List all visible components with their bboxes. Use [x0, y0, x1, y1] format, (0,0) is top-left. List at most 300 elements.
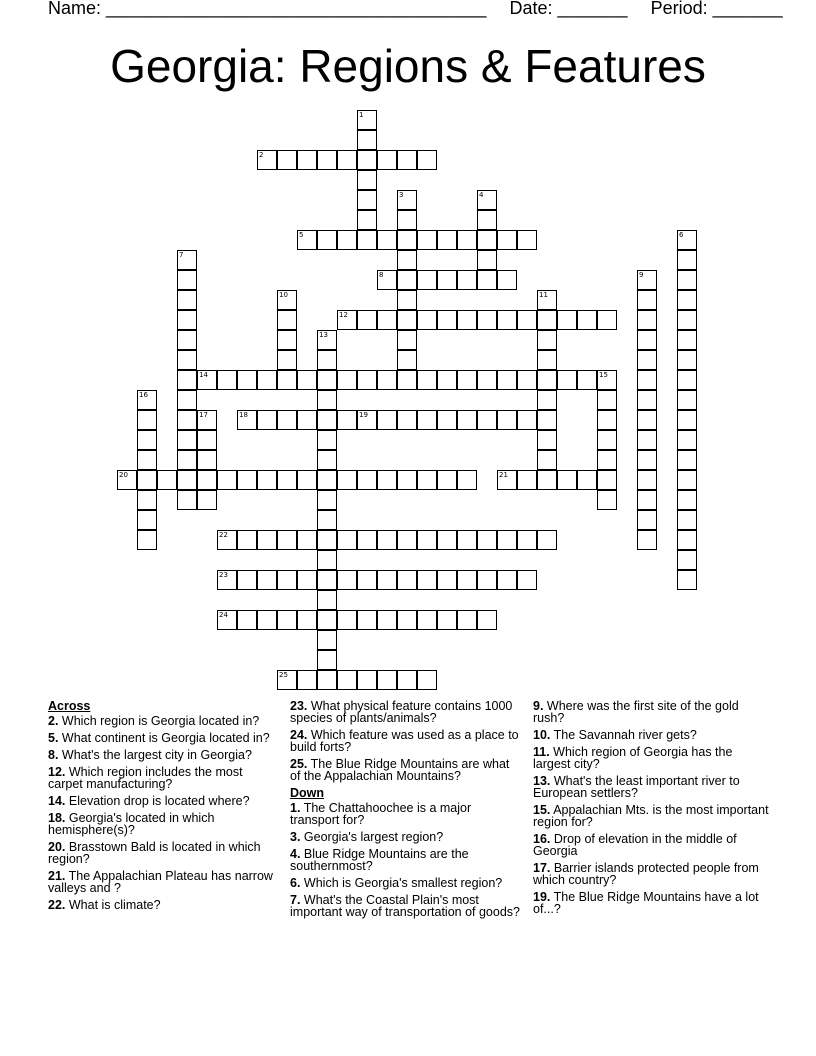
grid-cell[interactable]	[177, 410, 197, 430]
grid-cell[interactable]	[397, 330, 417, 350]
grid-cell[interactable]	[437, 310, 457, 330]
grid-cell[interactable]	[317, 430, 337, 450]
grid-cell[interactable]	[317, 590, 337, 610]
grid-cell[interactable]	[677, 570, 697, 590]
grid-cell[interactable]	[637, 410, 657, 430]
grid-cell[interactable]	[577, 470, 597, 490]
grid-cell[interactable]	[397, 150, 417, 170]
grid-cell[interactable]	[477, 250, 497, 270]
grid-cell[interactable]	[637, 510, 657, 530]
grid-cell[interactable]	[537, 370, 557, 390]
clue-number: 6	[679, 231, 684, 239]
grid-cell[interactable]	[457, 310, 477, 330]
clue-across: 23. What physical feature contains 1000 species of plants/animals?	[290, 699, 513, 725]
grid-cell[interactable]	[257, 530, 277, 550]
clue-down: 15. Appalachian Mts. is the most important region for?	[533, 803, 769, 829]
grid-cell[interactable]	[397, 210, 417, 230]
clue-across: 12. Which region includes the most carpet manufacturing?	[48, 765, 243, 791]
grid-cell[interactable]	[597, 450, 617, 470]
grid-cell[interactable]	[437, 530, 457, 550]
grid-cell[interactable]	[357, 170, 377, 190]
grid-cell[interactable]	[437, 470, 457, 490]
grid-cell[interactable]	[417, 670, 437, 690]
grid-cell[interactable]	[197, 430, 217, 450]
grid-cell[interactable]	[537, 450, 557, 470]
grid-cell[interactable]	[417, 370, 437, 390]
grid-cell[interactable]	[177, 310, 197, 330]
grid-cell[interactable]	[177, 490, 197, 510]
grid-cell[interactable]	[317, 510, 337, 530]
grid-cell[interactable]	[357, 370, 377, 390]
grid-cell[interactable]	[497, 470, 517, 490]
grid-cell[interactable]	[477, 570, 497, 590]
grid-cell[interactable]	[117, 470, 137, 490]
grid-cell[interactable]	[277, 370, 297, 390]
grid-cell[interactable]	[277, 350, 297, 370]
grid-cell[interactable]	[317, 610, 337, 630]
clue-number: 1	[359, 111, 364, 119]
across-heading: Across	[48, 699, 91, 713]
grid-cell[interactable]	[357, 310, 377, 330]
grid-cell[interactable]	[497, 270, 517, 290]
grid-cell[interactable]	[177, 430, 197, 450]
grid-cell[interactable]	[397, 250, 417, 270]
grid-cell[interactable]	[237, 610, 257, 630]
grid-cell[interactable]	[257, 470, 277, 490]
grid-cell[interactable]	[357, 190, 377, 210]
grid-cell[interactable]	[337, 470, 357, 490]
grid-cell[interactable]	[317, 670, 337, 690]
clue-number: 24	[219, 611, 228, 619]
grid-cell[interactable]	[377, 610, 397, 630]
clue-number: 5	[299, 231, 304, 239]
grid-cell[interactable]	[537, 470, 557, 490]
grid-cell[interactable]	[437, 370, 457, 390]
grid-cell[interactable]	[677, 490, 697, 510]
grid-cell[interactable]	[477, 410, 497, 430]
grid-cell[interactable]	[557, 370, 577, 390]
name-field[interactable]: Name: ______________________________________	[48, 0, 487, 18]
grid-cell[interactable]	[297, 670, 317, 690]
grid-cell[interactable]	[137, 390, 157, 410]
grid-cell[interactable]	[397, 290, 417, 310]
grid-cell[interactable]	[677, 330, 697, 350]
grid-cell[interactable]	[377, 570, 397, 590]
grid-cell[interactable]	[317, 650, 337, 670]
grid-cell[interactable]	[177, 450, 197, 470]
grid-cell[interactable]	[497, 410, 517, 430]
grid-cell[interactable]	[397, 570, 417, 590]
grid-cell[interactable]	[477, 370, 497, 390]
grid-cell[interactable]	[277, 530, 297, 550]
grid-cell[interactable]	[597, 410, 617, 430]
grid-cell[interactable]	[497, 570, 517, 590]
grid-cell[interactable]	[457, 410, 477, 430]
grid-cell[interactable]	[257, 370, 277, 390]
grid-cell[interactable]	[417, 530, 437, 550]
grid-cell[interactable]	[337, 670, 357, 690]
clue-number: 19	[359, 411, 368, 419]
grid-cell[interactable]	[677, 230, 697, 250]
clue-down: 7. What's the Coastal Plain's most important way of transportation of goods?	[290, 893, 520, 919]
grid-cell[interactable]	[677, 530, 697, 550]
grid-cell[interactable]	[137, 430, 157, 450]
grid-cell[interactable]	[197, 470, 217, 490]
grid-cell[interactable]	[357, 210, 377, 230]
grid-cell[interactable]	[517, 410, 537, 430]
grid-cell[interactable]	[437, 610, 457, 630]
clue-down: 4. Blue Ridge Mountains are the southernmost?	[290, 847, 469, 873]
grid-cell[interactable]	[197, 410, 217, 430]
grid-cell[interactable]	[557, 470, 577, 490]
grid-cell[interactable]	[357, 150, 377, 170]
grid-cell[interactable]	[637, 530, 657, 550]
grid-cell[interactable]	[417, 410, 437, 430]
grid-cell[interactable]	[357, 470, 377, 490]
grid-cell[interactable]	[477, 190, 497, 210]
clue-number: 23	[219, 571, 228, 579]
grid-cell[interactable]	[317, 490, 337, 510]
grid-cell[interactable]	[517, 530, 537, 550]
grid-cell[interactable]	[197, 450, 217, 470]
grid-cell[interactable]	[177, 290, 197, 310]
grid-cell[interactable]	[517, 370, 537, 390]
grid-cell[interactable]	[397, 310, 417, 330]
clue-number: 21	[499, 471, 508, 479]
grid-cell[interactable]	[317, 570, 337, 590]
grid-cell[interactable]	[457, 570, 477, 590]
grid-cell[interactable]	[277, 570, 297, 590]
grid-cell[interactable]	[317, 450, 337, 470]
grid-cell[interactable]	[477, 210, 497, 230]
grid-cell[interactable]	[397, 350, 417, 370]
grid-cell[interactable]	[157, 470, 177, 490]
clue-across: 21. The Appalachian Plateau has narrow valleys and ?	[48, 869, 273, 895]
grid-cell[interactable]	[537, 310, 557, 330]
grid-cell[interactable]	[277, 310, 297, 330]
grid-cell[interactable]	[177, 270, 197, 290]
grid-cell[interactable]	[417, 610, 437, 630]
grid-cell[interactable]	[637, 390, 657, 410]
grid-cell[interactable]	[577, 310, 597, 330]
grid-cell[interactable]	[397, 410, 417, 430]
grid-cell[interactable]	[397, 610, 417, 630]
grid-cell[interactable]	[397, 370, 417, 390]
grid-cell[interactable]	[397, 270, 417, 290]
grid-cell[interactable]	[637, 330, 657, 350]
grid-cell[interactable]	[337, 150, 357, 170]
grid-cell[interactable]	[637, 430, 657, 450]
grid-cell[interactable]	[677, 310, 697, 330]
clue-number: 4	[479, 191, 484, 199]
grid-cell[interactable]	[357, 230, 377, 250]
grid-cell[interactable]	[377, 470, 397, 490]
grid-cell[interactable]	[637, 470, 657, 490]
grid-cell[interactable]	[457, 610, 477, 630]
grid-cell[interactable]	[457, 530, 477, 550]
grid-cell[interactable]	[377, 530, 397, 550]
clue-number: 10	[279, 291, 288, 299]
grid-cell[interactable]	[317, 530, 337, 550]
grid-cell[interactable]	[317, 550, 337, 570]
grid-cell[interactable]	[637, 450, 657, 470]
grid-cell[interactable]	[537, 290, 557, 310]
grid-cell[interactable]	[457, 270, 477, 290]
clue-across: 8. What's the largest city in Georgia?	[48, 748, 252, 762]
grid-cell[interactable]	[417, 470, 437, 490]
grid-cell[interactable]	[337, 610, 357, 630]
down-heading: Down	[290, 786, 325, 800]
grid-cell[interactable]	[337, 310, 357, 330]
grid-cell[interactable]	[597, 490, 617, 510]
grid-cell[interactable]	[357, 410, 377, 430]
grid-cell[interactable]	[237, 370, 257, 390]
clues-column-3	[533, 700, 769, 920]
grid-cell[interactable]	[677, 470, 697, 490]
grid-cell[interactable]	[357, 530, 377, 550]
grid-cell[interactable]	[257, 150, 277, 170]
grid-cell[interactable]	[457, 470, 477, 490]
grid-cell[interactable]	[137, 410, 157, 430]
grid-cell[interactable]	[517, 470, 537, 490]
clue-down: 1. The Chattahoochee is a major transport for?	[290, 801, 472, 827]
grid-cell[interactable]	[637, 370, 657, 390]
grid-cell[interactable]	[437, 410, 457, 430]
period-field[interactable]: Period: _______	[650, 0, 783, 18]
grid-cell[interactable]	[177, 350, 197, 370]
grid-cell[interactable]	[677, 270, 697, 290]
clue-number: 14	[199, 371, 208, 379]
grid-cell[interactable]	[337, 410, 357, 430]
grid-cell[interactable]	[237, 570, 257, 590]
grid-cell[interactable]	[477, 610, 497, 630]
grid-cell[interactable]	[677, 250, 697, 270]
grid-cell[interactable]	[277, 410, 297, 430]
grid-cell[interactable]	[677, 550, 697, 570]
grid-cell[interactable]	[417, 150, 437, 170]
grid-cell[interactable]	[677, 370, 697, 390]
grid-cell[interactable]	[337, 370, 357, 390]
grid-cell[interactable]	[217, 370, 237, 390]
grid-cell[interactable]	[397, 230, 417, 250]
grid-cell[interactable]	[137, 450, 157, 470]
clue-number: 16	[139, 391, 148, 399]
grid-cell[interactable]	[177, 330, 197, 350]
grid-cell[interactable]	[577, 370, 597, 390]
clue-number: 15	[599, 371, 608, 379]
grid-cell[interactable]	[317, 470, 337, 490]
grid-cell[interactable]	[637, 290, 657, 310]
grid-cell[interactable]	[457, 230, 477, 250]
grid-cell[interactable]	[377, 670, 397, 690]
grid-cell[interactable]	[377, 410, 397, 430]
clues-column-1	[48, 700, 280, 916]
grid-cell[interactable]	[277, 610, 297, 630]
grid-cell[interactable]	[537, 430, 557, 450]
grid-cell[interactable]	[537, 350, 557, 370]
grid-cell[interactable]	[297, 410, 317, 430]
grid-cell[interactable]	[237, 470, 257, 490]
clue-number: 22	[219, 531, 228, 539]
grid-cell[interactable]	[337, 230, 357, 250]
grid-cell[interactable]	[477, 530, 497, 550]
grid-cell[interactable]	[597, 370, 617, 390]
grid-cell[interactable]	[637, 350, 657, 370]
grid-cell[interactable]	[137, 530, 157, 550]
grid-cell[interactable]	[557, 310, 577, 330]
grid-cell[interactable]	[677, 510, 697, 530]
grid-cell[interactable]	[277, 330, 297, 350]
grid-cell[interactable]	[177, 470, 197, 490]
grid-cell[interactable]	[317, 390, 337, 410]
grid-cell[interactable]	[217, 610, 237, 630]
clue-number: 18	[239, 411, 248, 419]
grid-cell[interactable]	[597, 310, 617, 330]
clue-across: 14. Elevation drop is located where?	[48, 794, 250, 808]
grid-cell[interactable]	[677, 410, 697, 430]
grid-cell[interactable]	[317, 330, 337, 350]
clue-down: 11. Which region of Georgia has the largest city?	[533, 745, 733, 771]
grid-cell[interactable]	[417, 230, 437, 250]
grid-cell[interactable]	[337, 570, 357, 590]
grid-cell[interactable]	[257, 610, 277, 630]
grid-cell[interactable]	[177, 390, 197, 410]
grid-cell[interactable]	[277, 290, 297, 310]
grid-cell[interactable]	[597, 390, 617, 410]
grid-cell[interactable]	[477, 230, 497, 250]
grid-cell[interactable]	[217, 530, 237, 550]
clue-number: 3	[399, 191, 404, 199]
grid-cell[interactable]	[457, 370, 477, 390]
grid-cell[interactable]	[377, 270, 397, 290]
clue-number: 20	[119, 471, 128, 479]
grid-cell[interactable]	[637, 490, 657, 510]
grid-cell[interactable]	[377, 370, 397, 390]
grid-cell[interactable]	[397, 670, 417, 690]
clue-number: 17	[199, 411, 208, 419]
grid-cell[interactable]	[177, 370, 197, 390]
grid-cell[interactable]	[377, 230, 397, 250]
clue-down: 6. Which is Georgia's smallest region?	[290, 876, 503, 890]
grid-cell[interactable]	[357, 110, 377, 130]
grid-cell[interactable]	[277, 670, 297, 690]
grid-cell[interactable]	[277, 150, 297, 170]
grid-cell[interactable]	[597, 470, 617, 490]
grid-cell[interactable]	[297, 150, 317, 170]
grid-cell[interactable]	[597, 430, 617, 450]
grid-cell[interactable]	[257, 570, 277, 590]
grid-cell[interactable]	[417, 310, 437, 330]
grid-cell[interactable]	[397, 470, 417, 490]
grid-cell[interactable]	[417, 270, 437, 290]
grid-cell[interactable]	[357, 130, 377, 150]
grid-cell[interactable]	[397, 190, 417, 210]
clue-across: 20. Brasstown Bald is located in which region?	[48, 840, 261, 866]
grid-cell[interactable]	[437, 270, 457, 290]
grid-cell[interactable]	[377, 150, 397, 170]
grid-cell[interactable]	[197, 490, 217, 510]
grid-cell[interactable]	[137, 470, 157, 490]
grid-cell[interactable]	[517, 570, 537, 590]
grid-cell[interactable]	[297, 370, 317, 390]
date-field[interactable]: Date: _______	[509, 0, 628, 18]
clue-down: 10. The Savannah river gets?	[533, 728, 697, 742]
grid-cell[interactable]	[637, 270, 657, 290]
grid-cell[interactable]	[537, 330, 557, 350]
grid-cell[interactable]	[137, 510, 157, 530]
clue-across: 5. What continent is Georgia located in?	[48, 731, 270, 745]
clue-number: 13	[319, 331, 328, 339]
grid-cell[interactable]	[297, 610, 317, 630]
grid-cell[interactable]	[517, 230, 537, 250]
grid-cell[interactable]	[537, 390, 557, 410]
grid-cell[interactable]	[497, 370, 517, 390]
grid-cell[interactable]	[437, 230, 457, 250]
grid-cell[interactable]	[297, 570, 317, 590]
grid-cell[interactable]	[497, 310, 517, 330]
clues-column-2	[290, 700, 522, 923]
clue-across: 2. Which region is Georgia located in?	[48, 714, 260, 728]
grid-cell[interactable]	[277, 470, 297, 490]
grid-cell[interactable]	[477, 270, 497, 290]
grid-cell[interactable]	[197, 370, 217, 390]
grid-cell[interactable]	[237, 530, 257, 550]
grid-cell[interactable]	[357, 570, 377, 590]
grid-cell[interactable]	[677, 350, 697, 370]
grid-cell[interactable]	[537, 410, 557, 430]
grid-cell[interactable]	[677, 290, 697, 310]
page-title: Georgia: Regions & Features	[110, 40, 706, 92]
grid-cell[interactable]	[497, 230, 517, 250]
grid-cell[interactable]	[317, 350, 337, 370]
grid-cell[interactable]	[677, 390, 697, 410]
grid-cell[interactable]	[237, 410, 257, 430]
grid-cell[interactable]	[317, 150, 337, 170]
grid-cell[interactable]	[517, 310, 537, 330]
grid-cell[interactable]	[177, 250, 197, 270]
grid-cell[interactable]	[317, 630, 337, 650]
grid-cell[interactable]	[217, 470, 237, 490]
grid-cell[interactable]	[217, 570, 237, 590]
grid-cell[interactable]	[317, 230, 337, 250]
grid-cell[interactable]	[677, 430, 697, 450]
clue-number: 11	[539, 291, 548, 299]
grid-cell[interactable]	[297, 470, 317, 490]
grid-cell[interactable]	[137, 490, 157, 510]
clue-across: 25. The Blue Ridge Mountains are what of the Appalachian Mountains?	[290, 757, 510, 783]
grid-cell[interactable]	[437, 570, 457, 590]
clue-down: 13. What's the least important river to European settlers?	[533, 774, 740, 800]
grid-cell[interactable]	[257, 410, 277, 430]
grid-cell[interactable]	[317, 370, 337, 390]
grid-cell[interactable]	[297, 230, 317, 250]
grid-cell[interactable]	[477, 310, 497, 330]
grid-cell[interactable]	[497, 530, 517, 550]
grid-cell[interactable]	[377, 310, 397, 330]
clue-down: 17. Barrier islands protected people from which country?	[533, 861, 759, 887]
grid-cell[interactable]	[357, 610, 377, 630]
grid-cell[interactable]	[297, 530, 317, 550]
grid-cell[interactable]	[317, 410, 337, 430]
grid-cell[interactable]	[677, 450, 697, 470]
clue-number: 2	[259, 151, 264, 159]
grid-cell[interactable]	[357, 670, 377, 690]
grid-cell[interactable]	[337, 530, 357, 550]
grid-cell[interactable]	[537, 530, 557, 550]
grid-cell[interactable]	[417, 570, 437, 590]
grid-cell[interactable]	[637, 310, 657, 330]
grid-cell[interactable]	[397, 530, 417, 550]
